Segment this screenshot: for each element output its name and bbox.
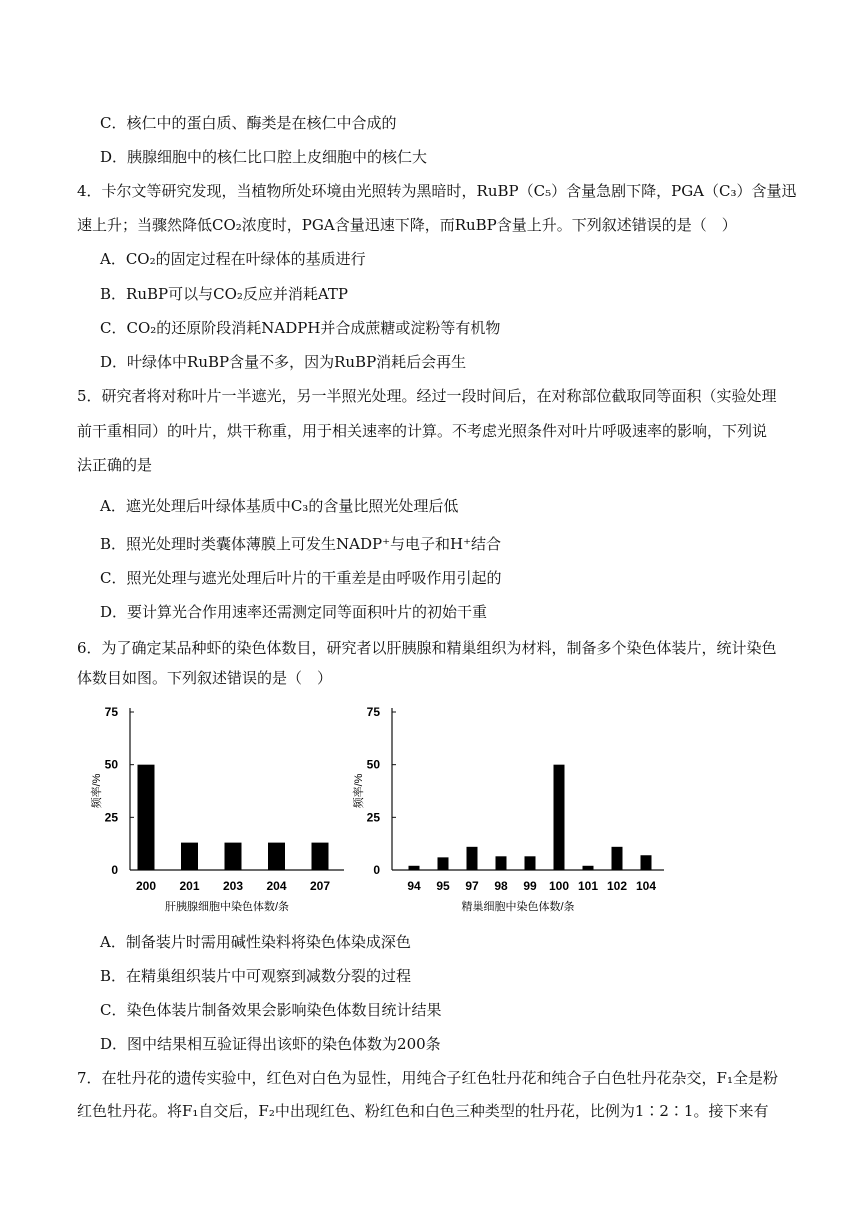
q4-option-a: A．CO₂的固定过程在叶绿体的基质进行 (100, 250, 366, 268)
bar (612, 847, 623, 870)
bar (467, 847, 478, 870)
x-tick-label: 200 (135, 879, 157, 893)
y-tick-label: 75 (104, 705, 118, 719)
q6-stem-line-2: 体数目如图。下列叙述错误的是（ ） (77, 669, 333, 687)
q4-option-c: C．CO₂的还原阶段消耗NADPH并合成蔗糖或淀粉等有机物 (100, 319, 501, 337)
y-tick-label: 50 (366, 757, 380, 772)
x-tick-label: 100 (548, 879, 570, 893)
x-tick-label: 99 (523, 879, 537, 893)
bar (496, 856, 507, 870)
x-tick-label: 204 (266, 879, 287, 893)
bar (525, 856, 536, 870)
bar (583, 866, 594, 870)
q7-stem-line-2: 红色牡丹花。将F₁自交后，F₂中出现红色、粉红色和白色三种类型的牡丹花，比例为1∶2∶1。接下来有 (77, 1102, 769, 1120)
x-tick-label: 95 (436, 879, 450, 893)
y-tick-label: 25 (104, 810, 118, 825)
x-tick-label: 104 (635, 879, 657, 893)
q4-option-b: B．RuBP可以与CO₂反应并消耗ATP (100, 285, 348, 303)
x-tick-label: 97 (465, 879, 479, 893)
q4-option-d: D．叶绿体中RuBP含量不多，因为RuBP消耗后会再生 (100, 353, 467, 371)
q4-stem-line-1: 4．卡尔文等研究发现，当植物所处环境由光照转为黑暗时，RuBP（C₅）含量急剧下降，PGA（C₃）含量迅 (77, 182, 797, 200)
x-tick-label: 98 (494, 879, 508, 893)
x-tick-label: 207 (309, 879, 331, 893)
q6-option-d: D．图中结果相互验证得出该虾的染色体数为200条 (100, 1035, 441, 1053)
q6-option-a: A．制备装片时需用碱性染料将染色体染成深色 (100, 933, 411, 951)
bar (438, 857, 449, 870)
x-tick-label: 94 (407, 879, 421, 893)
bar (312, 843, 329, 870)
x-axis-label: 肝胰腺细胞中染色体数/条 (164, 901, 290, 913)
y-tick-label: 25 (366, 810, 380, 825)
bar (268, 843, 285, 870)
x-tick-label: 102 (606, 879, 628, 893)
y-axis-label: 频率/% (353, 773, 365, 809)
q6-option-b: B．在精巢组织装片中可观察到减数分裂的过程 (100, 967, 412, 985)
q6-stem-line-1: 6．为了确定某品种虾的染色体数目，研究者以肝胰腺和精巢组织为材料，制备多个染色体装片，统计染色 (77, 639, 777, 657)
bar (554, 765, 565, 870)
q7-stem-line-1: 7．在牡丹花的遗传实验中，红色对白色为显性，用纯合子红色牡丹花和纯合子白色牡丹花杂交，F₁全是粉 (77, 1069, 778, 1087)
q5-stem-line-3: 法正确的是 (77, 456, 153, 474)
bar (641, 855, 652, 870)
x-axis-label: 精巢细胞中染色体数/条 (461, 901, 575, 913)
bar (409, 866, 420, 870)
q3-option-d: D．胰腺细胞中的核仁比口腔上皮细胞中的核仁大 (100, 148, 428, 166)
bar (225, 843, 242, 870)
x-tick-label: 203 (222, 879, 244, 893)
y-tick-label: 0 (373, 863, 380, 877)
q5-stem-line-1: 5．研究者将对称叶片一半遮光，另一半照光处理。经过一段时间后，在对称部位截取同等面积（实验处理 (77, 387, 777, 405)
bar (181, 843, 198, 870)
y-tick-label: 0 (111, 863, 118, 877)
x-tick-label: 101 (577, 879, 599, 893)
chart-testis (352, 698, 672, 918)
q5-option-a: A．遮光处理后叶绿体基质中C₃的含量比照光处理后低 (100, 497, 459, 515)
q3-option-c: C．核仁中的蛋白质、酶类是在核仁中合成的 (100, 114, 397, 132)
q5-option-c: C．照光处理与遮光处理后叶片的干重差是由呼吸作用引起的 (100, 569, 502, 587)
x-tick-label: 201 (179, 879, 200, 893)
q4-stem-line-2: 速上升；当骤然降低CO₂浓度时，PGA含量迅速下降，而RuBP含量上升。下列叙述错误的是（ ） (77, 216, 737, 234)
q6-option-c: C．染色体装片制备效果会影响染色体数目统计结果 (100, 1001, 442, 1019)
y-tick-label: 75 (366, 705, 380, 719)
q5-stem-line-2: 前干重相同）的叶片，烘干称重，用于相关速率的计算。不考虑光照条件对叶片呼吸速率的影响，下列说 (77, 422, 768, 440)
bar (138, 765, 155, 870)
q5-option-d: D．要计算光合作用速率还需测定同等面积叶片的初始干重 (100, 603, 488, 621)
y-tick-label: 50 (104, 757, 118, 772)
q5-option-b: B．照光处理时类囊体薄膜上可发生NADP⁺与电子和H⁺结合 (100, 535, 502, 553)
y-axis-label: 频率/% (91, 773, 103, 809)
chart-liver (82, 698, 362, 918)
